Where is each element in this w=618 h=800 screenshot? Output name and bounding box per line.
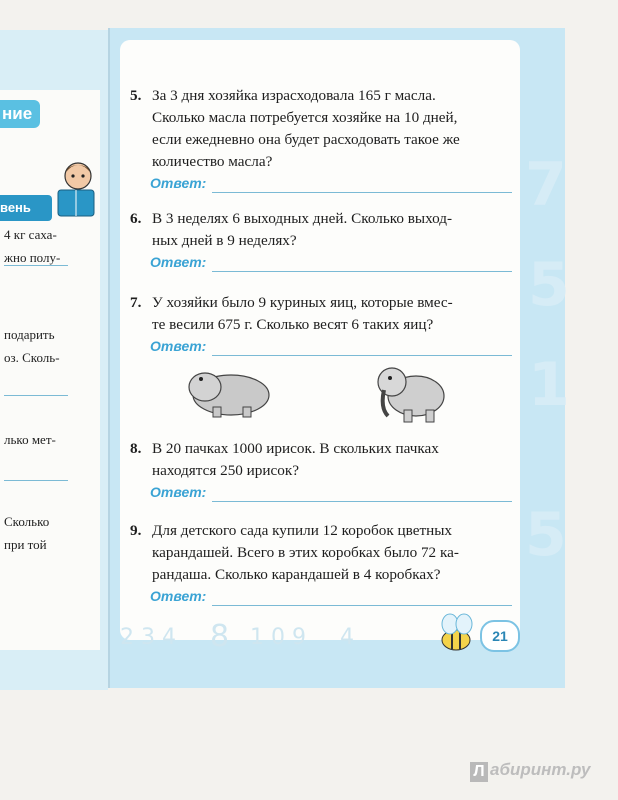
answer-row — [130, 254, 530, 274]
problem-line: Для детского сада купили 12 коробок цветных — [152, 522, 453, 539]
left-page — [0, 30, 108, 690]
problem-6 — [130, 208, 530, 274]
answer-field[interactable] — [212, 501, 512, 502]
answer-label: Ответ: — [150, 484, 207, 500]
answer-row — [130, 588, 530, 608]
left-answer-line — [4, 265, 68, 266]
left-page-text-fragment: при той — [4, 537, 47, 552]
watermark-digit: 7 — [525, 150, 567, 220]
reading-child-icon — [52, 160, 100, 220]
svg-text:4: 4 — [340, 625, 354, 650]
svg-text:1 0 9: 1 0 9 — [250, 625, 306, 650]
answer-row — [130, 338, 530, 358]
left-page-text-fragment: жно полу- — [4, 250, 61, 265]
problem-number: 5. — [130, 87, 142, 104]
problem-line: рандаша. Сколько карандашей в 4 коробках? — [152, 566, 441, 583]
problem-line: Сколько масла потребуется хозяйке на 10 дней, — [152, 109, 458, 126]
answer-field[interactable] — [212, 605, 512, 606]
left-page-text-fragment: оз. Сколь- — [4, 350, 60, 365]
watermark-digit: 5 — [528, 250, 570, 320]
left-level-badge: вень — [0, 195, 52, 221]
answer-label: Ответ: — [150, 588, 207, 604]
bee-icon — [430, 610, 480, 658]
answer-row — [130, 484, 530, 504]
page-number: 21 — [480, 620, 520, 652]
problem-number: 7. — [130, 294, 142, 311]
problem-line: если ежедневно она будет расходовать такое же — [152, 131, 460, 148]
labirint-watermark-text: абиринт.ру — [490, 760, 591, 779]
problem-text — [130, 520, 530, 586]
problem-9 — [130, 520, 530, 608]
problem-5 — [130, 85, 530, 195]
left-page-text-fragment: Сколько — [4, 514, 50, 529]
problem-number: 8. — [130, 440, 142, 457]
problem-7 — [130, 292, 530, 358]
answer-field[interactable] — [212, 271, 512, 272]
problem-line: карандашей. Всего в этих коробках было 72 ка- — [152, 544, 459, 561]
problem-8 — [130, 438, 530, 504]
problem-number: 6. — [130, 210, 142, 227]
problem-line: За 3 дня хозяйка израсходовала 165 г масла. — [152, 87, 436, 104]
answer-label: Ответ: — [150, 338, 207, 354]
elephant-illustration — [370, 360, 450, 425]
answer-label: Ответ: — [150, 254, 207, 270]
left-answer-line — [4, 480, 68, 481]
answer-field[interactable] — [212, 355, 512, 356]
left-page-text-fragment: 4 кг саха- — [4, 227, 57, 242]
problem-line: ных дней в 9 неделях? — [152, 232, 297, 249]
svg-text:2 3 4: 2 3 4 — [120, 625, 176, 650]
problem-text — [130, 208, 530, 252]
hippo-illustration — [185, 365, 275, 420]
svg-text:8: 8 — [210, 619, 230, 652]
answer-row — [130, 175, 530, 195]
problem-line: У хозяйки было 9 куриных яиц, которые вмес- — [152, 294, 453, 311]
problem-text — [130, 85, 530, 173]
problem-line: находятся 250 ирисок? — [152, 462, 299, 479]
watermark-digit: 1 — [528, 350, 570, 420]
left-answer-line — [4, 395, 68, 396]
problem-line: В 3 неделях 6 выходных дней. Сколько выход- — [152, 210, 453, 227]
problem-line: те весили 675 г. Сколько весят 6 таких яиц? — [152, 316, 434, 333]
problem-line: В 20 пачках 1000 ирисок. В скольких пачках — [152, 440, 439, 457]
problem-line: количество масла? — [152, 153, 273, 170]
left-page-text-fragment: лько мет- — [4, 432, 56, 447]
watermark-digit: 5 — [525, 500, 567, 570]
left-page-text-fragment: подарить — [4, 327, 55, 342]
answer-field[interactable] — [212, 192, 512, 193]
problem-text — [130, 438, 530, 482]
labirint-logo-icon: Л — [470, 762, 488, 782]
problem-text — [130, 292, 530, 336]
problem-number: 9. — [130, 522, 142, 539]
answer-label: Ответ: — [150, 175, 207, 191]
left-section-header: ние — [0, 100, 40, 128]
